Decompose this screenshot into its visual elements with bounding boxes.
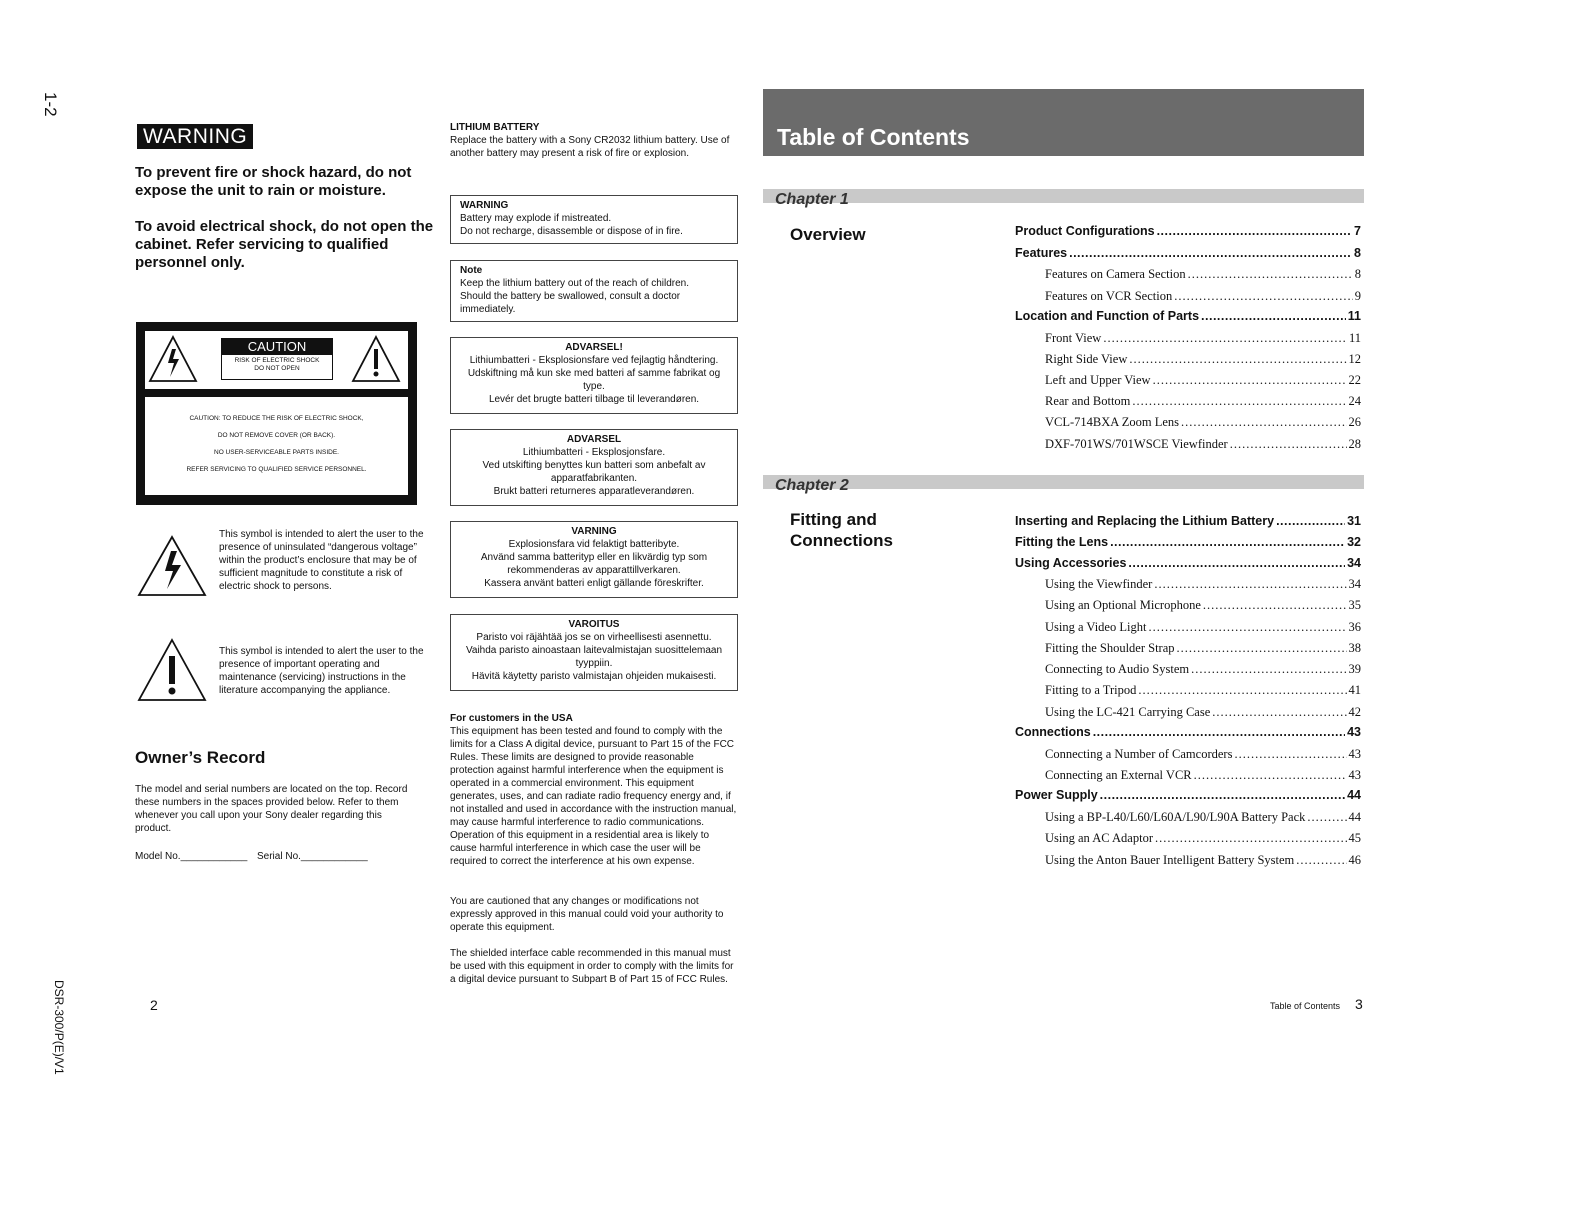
lightning-bolt-icon — [148, 335, 198, 383]
toc-entry-page: 41 — [1348, 683, 1361, 697]
caution-line: NO USER-SERVICEABLE PARTS INSIDE. — [214, 449, 339, 456]
chapter1-label: Chapter 1 — [775, 191, 849, 208]
toc-entry-text: Features on VCR Section — [1045, 289, 1173, 303]
toc-entry-text: Using a Video Light — [1045, 620, 1147, 634]
box-line: Vaihda paristo ainoastaan laitevalmistajan suosittelemaan tyyppiin. — [465, 645, 723, 669]
toc-entry-page: 24 — [1348, 394, 1361, 408]
box-line: Använd samma batterityp eller en likvärdig typ som rekommenderas av apparattillverkaren. — [480, 552, 708, 576]
box-line: Udskiftning må kun ske med batteri af samme fabrikat og type. — [467, 368, 721, 392]
toc-entry-text: Inserting and Replacing the Lithium Battery — [1015, 514, 1275, 528]
box-line: Brukt batteri returneres apparatleverandøren. — [493, 486, 695, 497]
toc-entry[interactable] — [1015, 514, 1361, 528]
exclamation-symbol-icon — [137, 638, 207, 702]
box-line: Battery may explode if mistreated. — [460, 213, 612, 224]
toc-entry-text: Location and Function of Parts — [1015, 309, 1200, 323]
toc-entry-text: Connections — [1015, 725, 1091, 739]
toc-entry-page: 35 — [1348, 598, 1361, 612]
toc-entry-page: 39 — [1348, 662, 1361, 676]
box-line: Explosionsfara vid felaktigt batteribyte. — [508, 539, 680, 550]
toc-entry[interactable] — [1015, 535, 1361, 549]
lithium-battery-title: LITHIUM BATTERY — [450, 122, 540, 133]
varning-swedish-box — [450, 521, 738, 598]
warning-badge: WARNING — [137, 124, 253, 149]
toc-entry-text: Right Side View — [1045, 352, 1128, 366]
box-line: Paristo voi räjähtää jos se on virheellisesti asennettu. — [476, 632, 712, 643]
toc-entry[interactable] — [1015, 309, 1361, 323]
caution-line: DO NOT REMOVE COVER (OR BACK). — [217, 432, 336, 439]
box-line: Kassera använt batteri enligt gällande föreskrifter. — [484, 578, 704, 589]
modification-caution-text: You are cautioned that any changes or modifications not expressly approved in this manual could void your authority to operate this equipment. — [450, 896, 724, 933]
toc-entry[interactable] — [1045, 373, 1361, 388]
caution-label-graphic — [136, 322, 417, 505]
box-title: ADVARSEL — [566, 434, 622, 445]
box-line: Levér det brugte batteri tilbage til leverandøren. — [488, 394, 700, 405]
toc-entry[interactable] — [1045, 598, 1361, 613]
toc-entry[interactable] — [1045, 641, 1361, 656]
toc-entry[interactable] — [1045, 831, 1361, 846]
toc-entry[interactable] — [1045, 853, 1361, 868]
exclamation-symbol-description: This symbol is intended to alert the user to the presence of important operating and maintenance (servicing) instructions in the literature accompanying the appliance. — [219, 646, 424, 696]
toc-entry-page: 43 — [1348, 768, 1361, 782]
page-code: 1-2 — [41, 92, 60, 117]
toc-entry-text: Features on Camera Section — [1045, 267, 1186, 281]
footer-section-label: Table of Contents — [1270, 1001, 1341, 1011]
toc-entry-text: Connecting a Number of Camcorders — [1045, 747, 1233, 761]
owners-record-text: The model and serial numbers are located on the top. Record these numbers in the spaces provided below. Refer to them whenever you call upon your Sony dealer regarding this product. — [135, 784, 408, 834]
left-page-number: 2 — [150, 997, 158, 1013]
electrical-shock-warning: To avoid electrical shock, do not open the cabinet. Refer servicing to qualified personnel only. — [135, 218, 434, 271]
toc-entry-text: Front View — [1045, 331, 1102, 345]
box-title: ADVARSEL! — [565, 342, 623, 353]
toc-entry-page: 8 — [1354, 246, 1361, 260]
toc-entry-text: Features — [1015, 246, 1068, 260]
lightning-bolt-symbol-icon — [137, 535, 207, 597]
box-line: Should the battery be swallowed, consult a doctor immediately. — [460, 291, 681, 315]
shielded-cable-text: The shielded interface cable recommended in this manual must be used with this equipment in order to comply with the limits for a digital device pursuant to Subpart B of Part 15 of FCC Rules. — [450, 948, 734, 985]
model-number-field: Model No.____________ — [135, 851, 248, 862]
toc-entry-text: Left and Upper View — [1045, 373, 1151, 387]
toc-entry-text: Using an AC Adaptor — [1045, 831, 1153, 845]
box-line: Hävitä käytetty paristo valmistajan ohjeiden mukaisesti. — [471, 671, 717, 682]
exclamation-icon — [351, 335, 401, 383]
right-page-number: 3 — [1355, 996, 1363, 1012]
chapter2-title-line1: Fitting and — [790, 510, 877, 529]
caution-sign-title: CAUTION — [222, 339, 332, 355]
toc-entry[interactable] — [1015, 224, 1361, 238]
warning-box — [450, 195, 738, 244]
box-line: Ved utskifting benyttes kun batteri som anbefalt av apparatfabrikanten. — [482, 460, 706, 484]
toc-entry[interactable] — [1015, 556, 1361, 570]
toc-entry-page: 9 — [1354, 289, 1361, 303]
toc-entry[interactable] — [1045, 415, 1361, 430]
toc-entry-page: 11 — [1347, 309, 1361, 323]
toc-entry-text: Power Supply — [1015, 788, 1098, 802]
caution-sign-sub1: RISK OF ELECTRIC SHOCK — [234, 357, 320, 364]
toc-entry-page: 43 — [1348, 747, 1361, 761]
toc-entry[interactable] — [1045, 620, 1361, 635]
chapter2-title-line2: Connections — [790, 531, 893, 550]
toc-entry[interactable] — [1045, 394, 1361, 409]
lithium-battery-text: Replace the battery with a Sony CR2032 lithium battery. Use of another battery may present a risk of fire or explosion. — [450, 135, 730, 159]
toc-entry-page: 34 — [1348, 577, 1361, 591]
toc-entry[interactable] — [1045, 289, 1361, 304]
fcc-compliance-text: This equipment has been tested and found to comply with the limits for a Class A digital device, pursuant to Part 15 of the FCC Rules. These limits are designed to provide reasonable protection against harmful interference when the equipment is operated in a commercial environment. This equipment generates, uses, and can radiate radio frequency energy and, if not installed and used in accordance with the instruction manual, may cause harmful interference to radio communications. Operation of this equipment in a residential area is likely to cause harmful interference in which case the user will be required to correct the interference at his own expense. — [450, 726, 737, 867]
box-title: Note — [460, 265, 483, 276]
toc-entry-text: Connecting an External VCR — [1045, 768, 1192, 782]
box-line: Lithiumbatteri - Eksplosjonsfare. — [522, 447, 666, 458]
toc-entry-text: Rear and Bottom — [1045, 394, 1131, 408]
box-title: WARNING — [460, 200, 509, 211]
toc-entry[interactable] — [1045, 331, 1361, 346]
toc-entry[interactable] — [1045, 267, 1361, 282]
toc-entry-text: Using an Optional Microphone — [1045, 598, 1201, 612]
toc-entry-page: 42 — [1348, 705, 1361, 719]
toc-entry[interactable] — [1045, 747, 1361, 762]
toc-entry[interactable] — [1045, 577, 1361, 592]
toc-entry-text: DXF-701WS/701WSCE Viewfinder — [1045, 437, 1228, 451]
fire-shock-warning: To prevent fire or shock hazard, do not expose the unit to rain or moisture. — [135, 164, 412, 199]
caution-line: CAUTION: TO REDUCE THE RISK OF ELECTRIC SHOCK, — [189, 415, 364, 422]
toc-entry[interactable] — [1015, 725, 1361, 739]
toc-entry-page: 8 — [1354, 267, 1361, 281]
chapter2-bar — [763, 475, 1364, 489]
caution-line: REFER SERVICING TO QUALIFIED SERVICE PERSONNEL. — [186, 466, 367, 473]
toc-entry-page: 11 — [1348, 331, 1361, 345]
box-line: Do not recharge, disassemble or dispose of in fire. — [460, 226, 683, 237]
advarsel-danish-box — [450, 337, 738, 414]
note-box — [450, 260, 738, 322]
toc-entry-text: Fitting the Shoulder Strap — [1045, 641, 1175, 655]
toc-entry-page: 12 — [1348, 352, 1361, 366]
bolt-symbol-description: This symbol is intended to alert the user to the presence of uninsulated “dangerous voltage” within the product’s enclosure that may be of sufficient magnitude to constitute a risk of electric shock to persons. — [219, 529, 424, 592]
toc-entry[interactable] — [1045, 437, 1361, 452]
owners-record-title: Owner’s Record — [135, 748, 266, 767]
box-title: VAROITUS — [568, 619, 620, 630]
varoitus-finnish-box — [450, 614, 738, 691]
serial-number-field: Serial No.____________ — [257, 851, 368, 862]
toc-entry[interactable] — [1045, 705, 1361, 720]
toc-entry[interactable] — [1045, 810, 1361, 825]
toc-title: Table of Contents — [777, 124, 970, 150]
model-code: DSR-300/P(E)/V1 — [52, 980, 66, 1075]
toc-entry-page: 44 — [1348, 810, 1361, 824]
chapter1-bar — [763, 189, 1364, 203]
toc-entry-text: Using a BP-L40/L60/L60A/L90/L90A Battery Pack — [1045, 810, 1306, 824]
toc-entry-page: 34 — [1347, 556, 1361, 570]
toc-entry-page: 26 — [1348, 415, 1361, 429]
toc-entry-text: Connecting to Audio System — [1045, 662, 1190, 676]
toc-entry-text: Using the Viewfinder — [1045, 577, 1153, 591]
toc-entry-page: 45 — [1348, 831, 1361, 845]
caution-sign-sub2: DO NOT OPEN — [254, 365, 300, 372]
toc-entry-page: 46 — [1348, 853, 1361, 867]
toc-entry-text: Using Accessories — [1015, 556, 1127, 570]
toc-entry-text: Fitting the Lens — [1015, 535, 1109, 549]
toc-entry-page: 43 — [1347, 725, 1361, 739]
box-line: Lithiumbatteri - Eksplosionsfare ved fejlagtig håndtering. — [469, 355, 719, 366]
chapter1-title: Overview — [790, 225, 866, 244]
toc-entry-page: 38 — [1348, 641, 1361, 655]
toc-entry[interactable] — [1045, 683, 1361, 698]
toc-entry-page: 31 — [1347, 514, 1361, 528]
toc-entry[interactable] — [1015, 788, 1361, 802]
toc-header — [763, 89, 1364, 156]
toc-entry-text: Product Configurations — [1015, 224, 1155, 238]
caution-sign — [221, 338, 333, 380]
usa-customers-title: For customers in the USA — [450, 713, 573, 724]
toc-entry[interactable] — [1015, 246, 1361, 260]
toc-entry-page: 22 — [1348, 373, 1361, 387]
chapter2-label: Chapter 2 — [775, 477, 849, 494]
toc-entry[interactable] — [1045, 662, 1361, 677]
toc-entry[interactable] — [1045, 768, 1361, 783]
toc-entry-page: 36 — [1348, 620, 1361, 634]
toc-entry-page: 44 — [1347, 788, 1361, 802]
toc-entry-page: 7 — [1354, 224, 1361, 238]
box-title: VARNING — [571, 526, 617, 537]
toc-entry-text: Fitting to a Tripod — [1045, 683, 1137, 697]
toc-entry-page: 28 — [1348, 437, 1361, 451]
toc-entry[interactable] — [1045, 352, 1361, 367]
toc-entry-text: Using the Anton Bauer Intelligent Battery System — [1045, 853, 1295, 867]
toc-entry-text: VCL-714BXA Zoom Lens — [1045, 415, 1180, 429]
toc-entry-page: 32 — [1347, 535, 1361, 549]
toc-entry-text: Using the LC-421 Carrying Case — [1045, 705, 1211, 719]
advarsel-norwegian-box — [450, 429, 738, 506]
box-line: Keep the lithium battery out of the reach of children. — [460, 278, 690, 289]
